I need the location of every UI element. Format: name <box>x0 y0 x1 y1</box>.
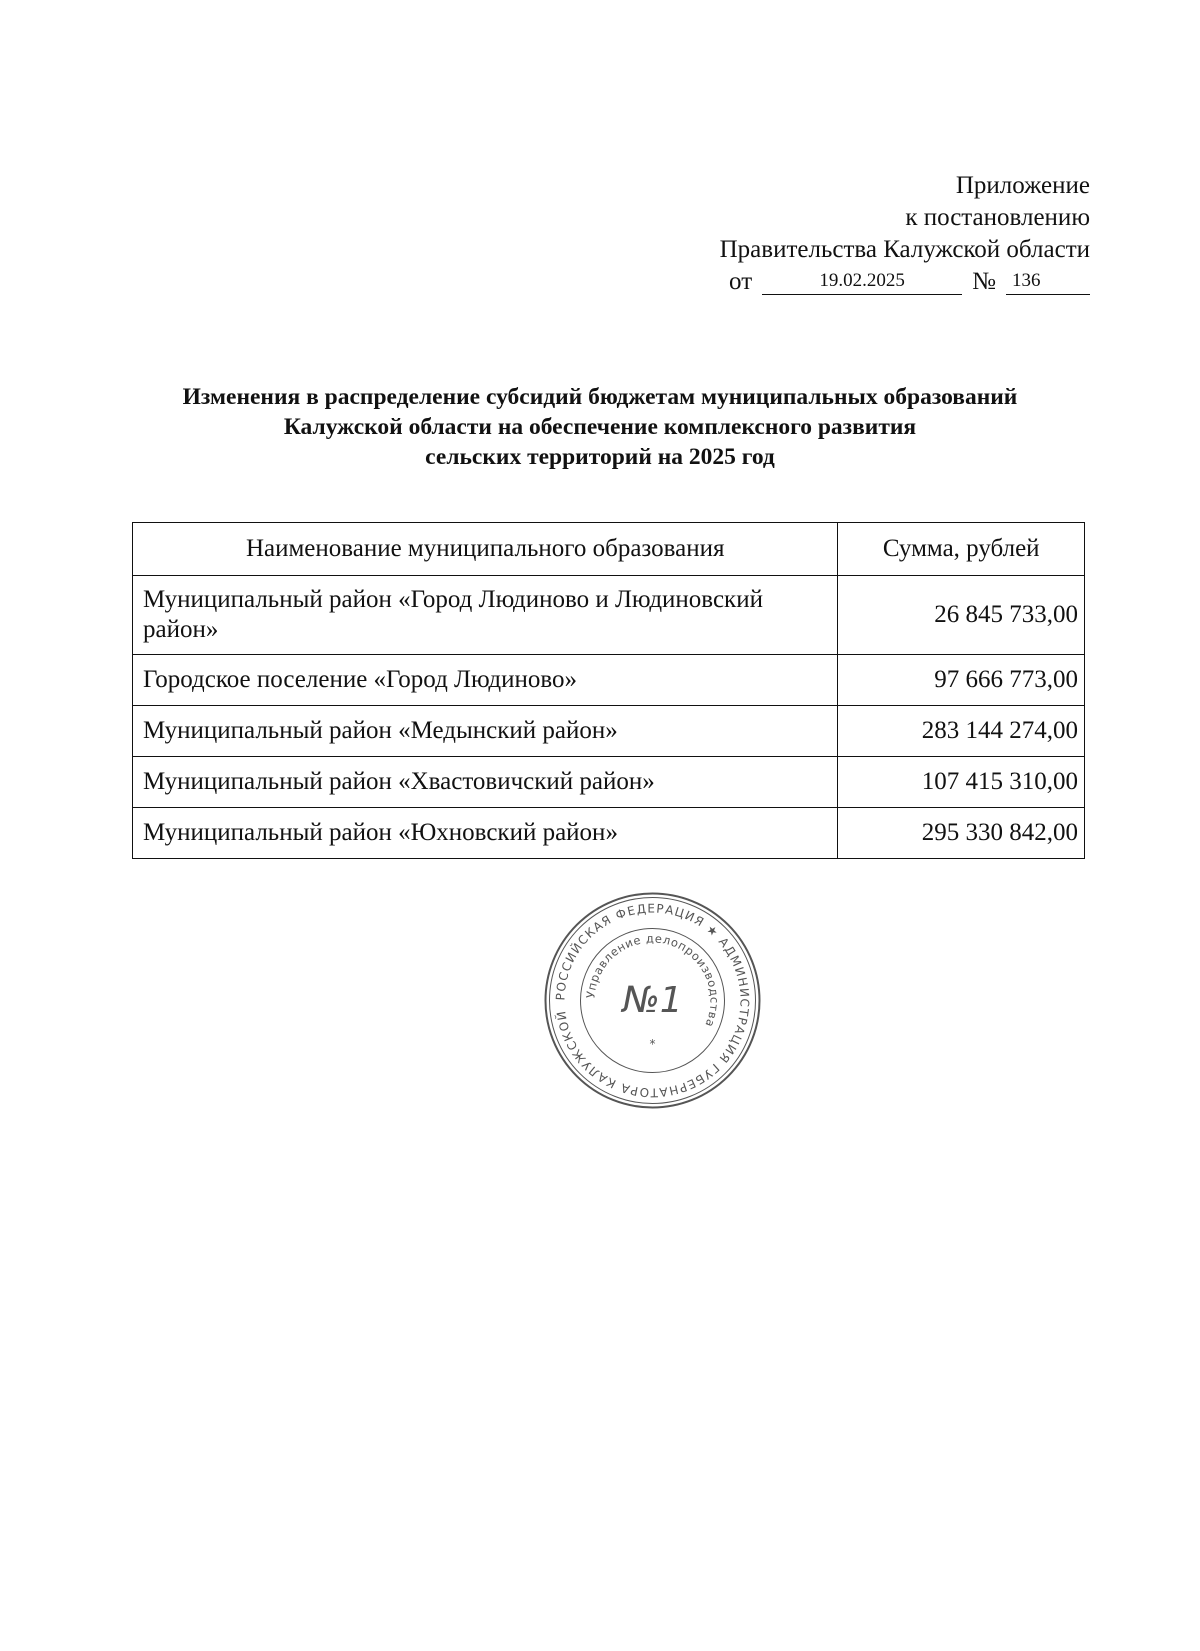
subsidy-distribution-table <box>132 522 1085 859</box>
title-line-1: Изменения в распределение субсидий бюджетам муниципальных образований <box>182 384 1018 410</box>
municipality-name: Городское поселение «Город Людиново» <box>133 655 838 706</box>
appendix-label: Приложение <box>955 172 1090 199</box>
municipality-name: Муниципальный район «Медынский район» <box>133 706 838 757</box>
official-seal-stamp <box>540 888 765 1113</box>
title-line-2: Калужской области на обеспечение комплексного развития <box>283 414 917 440</box>
subsidy-amount: 107 415 310,00 <box>838 757 1085 808</box>
table-row <box>133 808 1085 859</box>
seal-star-icon: * <box>649 1037 656 1051</box>
table-row <box>133 576 1085 655</box>
subsidy-amount: 283 144 274,00 <box>838 706 1085 757</box>
subsidy-amount: 97 666 773,00 <box>838 655 1085 706</box>
subsidy-amount: 26 845 733,00 <box>838 576 1085 655</box>
table-row <box>133 706 1085 757</box>
resolution-number: 136 <box>1006 269 1090 295</box>
seal-inner-text: Управление делопроизводства <box>583 931 722 1030</box>
seal-graphic <box>540 888 765 1113</box>
appendix-resolution-label: к постановлению <box>905 204 1090 231</box>
table-header-row <box>133 523 1085 576</box>
appendix-header <box>720 170 1090 298</box>
title-line-3: сельских территорий на 2025 год <box>425 444 775 470</box>
seal-center-number: №1 <box>622 980 683 1021</box>
column-header-amount: Сумма, рублей <box>838 523 1085 576</box>
document-title <box>100 382 1100 472</box>
resolution-date: 19.02.2025 <box>762 269 962 295</box>
table-row <box>133 757 1085 808</box>
seal-outer-text: РОССИЙСКАЯ ФЕДЕРАЦИЯ ★ АДМИНИСТРАЦИЯ ГУБЕРНАТОРА КАЛУЖСКОЙ <box>553 901 752 1100</box>
column-header-name: Наименование муниципального образования <box>133 523 838 576</box>
table-row <box>133 655 1085 706</box>
municipality-name: Муниципальный район «Город Людиново и Людиновский район» <box>133 576 838 655</box>
subsidy-amount: 295 330 842,00 <box>838 808 1085 859</box>
date-prefix: от <box>729 268 753 295</box>
number-sign: № <box>972 268 996 295</box>
municipality-name: Муниципальный район «Хвастовичский район» <box>133 757 838 808</box>
appendix-dateline <box>720 266 1090 298</box>
municipality-name: Муниципальный район «Юхновский район» <box>133 808 838 859</box>
appendix-government-label: Правительства Калужской области <box>719 236 1090 263</box>
